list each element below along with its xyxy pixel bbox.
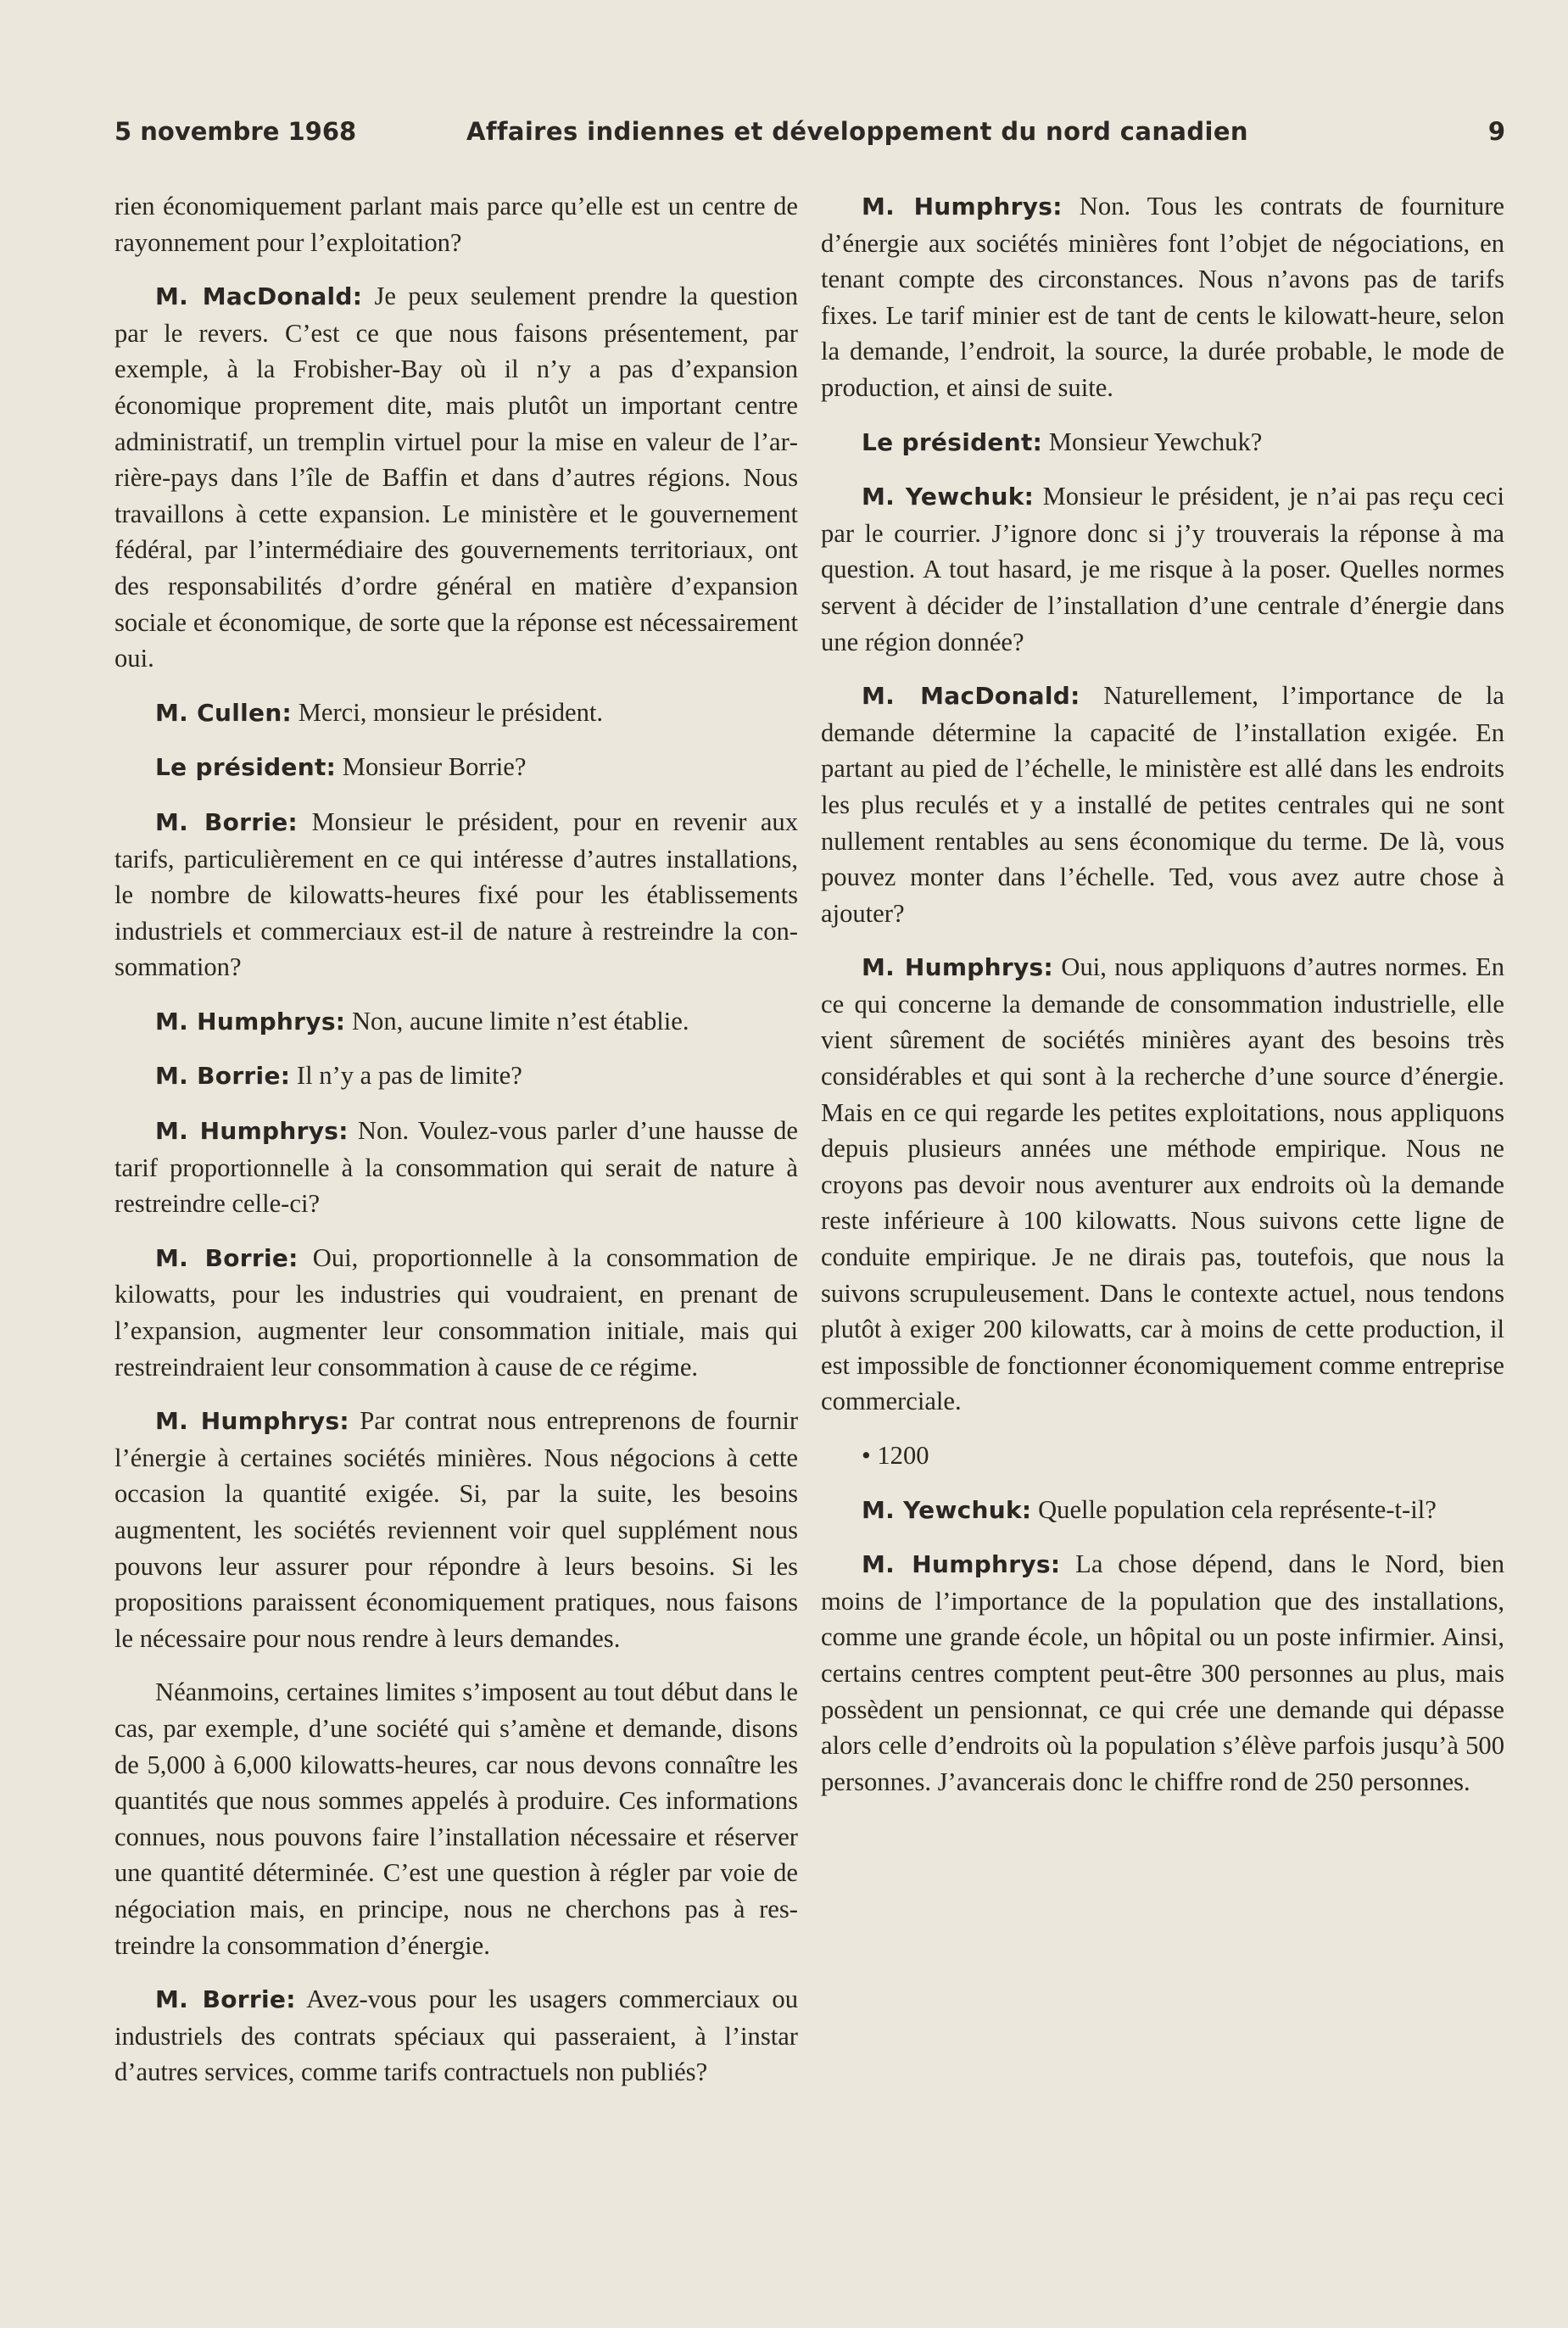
paragraph-text: Non, aucune limite n’est établie. (351, 1006, 689, 1036)
paragraph (821, 1438, 1504, 1474)
paragraph (114, 695, 798, 732)
header-title: Affaires indiennes et développement du nord canadien (466, 117, 1248, 146)
paragraph (114, 1981, 798, 2091)
speaker-name: M. Borrie: (155, 807, 299, 836)
paragraph (114, 188, 798, 260)
speaker-name: M. MacDonald: (155, 282, 363, 311)
speaker-name: M. Humphrys: (862, 193, 1063, 221)
paragraph (821, 678, 1504, 931)
paragraph (114, 1403, 798, 1656)
left-column (114, 188, 798, 2108)
paragraph (114, 1240, 798, 1385)
paragraph (114, 749, 798, 786)
paragraph-text: Je peux seulement prendre la question par le revers. C’est ce que nous faisons présentement, par exemple, à la Frobisher-Bay où il n’y a pas d’expansion économique proprement dite, mais plutôt un important centre administratif, un tremplin virtuel pour la mise en valeur de l’arrière-pays dans l’île de Baffin et dans d’autres régions. Nous travaillons à cette expansion. Le ministère et le gouvernement fédéral, par l’intermédiaire des gouvernements territoriaux, ont des responsabilités d’ordre général en matière d’expansion sociale et économique, de sorte que la réponse est nécessairement oui. (114, 282, 798, 673)
speaker-name: M. Humphrys: (862, 1550, 1061, 1579)
paragraph-text: Naturellement, l’importance de la demande détermine la capacité de l’installation exigée. En partant au pied de l’échelle, le ministère est allé dans les endroits les plus reculés et y a installé de petites centrales qui ne sont nullement rentables au sens économique du terme. De là, vous pouvez monter dans l’échelle. Ted, vous avez autre chose à ajouter? (821, 681, 1504, 928)
paragraph-text: rien économiquement parlant mais parce qu’elle est un centre de rayonnement pour l’exploitation? (114, 192, 798, 257)
paragraph (114, 1058, 798, 1095)
paragraph-text: Monsieur Yewchuk? (1048, 427, 1263, 456)
paragraph-text: Il n’y a pas de limite? (296, 1061, 522, 1091)
paragraph (114, 278, 798, 677)
speaker-name: M. Humphrys: (155, 1117, 349, 1146)
paragraph-text: Oui, proportionnelle à la consommation de kilowatts, pour les industries qui voudraient, en prenant de l’expansion, augmenter leur consommation initiale, mais qui restreindraient leur consommation à cause de ce régime. (114, 1242, 798, 1382)
header-date: 5 novembre 1968 (114, 117, 357, 146)
paragraph (821, 188, 1504, 406)
paragraph (114, 1674, 798, 1963)
speaker-name: M. Cullen: (155, 698, 293, 727)
time-marker: • 1200 (862, 1441, 929, 1470)
paragraph (114, 1003, 798, 1041)
paragraph-text: Merci, monsieur le président. (298, 697, 604, 727)
paragraph-text: Avez-vous pour les usagers commerciaux ou industriels des contrats spéciaux qui passeraient, à l’instar d’autres services, comme tarifs contractuels non publiés? (114, 1985, 798, 2087)
speaker-name: M. Borrie: (155, 1062, 291, 1091)
paragraph-text: Par contrat nous entreprenons de fournir l’énergie à certaines sociétés minières. Nous négocions à cette occasion la quantité exigée. Si, par la suite, les besoins augmentent, les sociétés reviennent voir quel supplément nous pouvons leur assurer pour répondre à leurs besoins. Si les propositions paraissent économiquement pratiques, nous faisons le nécessaire pour nous rendre à leurs demandes. (114, 1406, 799, 1653)
running-header (114, 117, 1505, 159)
paragraph (821, 424, 1504, 461)
paragraph-text: Monsieur le président, pour en revenir aux tarifs, particulièrement en ce qui intéresse d’autres installations, le nombre de kilowatts-heures fixé pour les établissements industriels et commerciaux est-il de nature à restreindre la consommation? (114, 807, 799, 982)
paragraph (114, 1113, 798, 1222)
paragraph (114, 804, 798, 985)
paragraph-text: La chose dépend, dans le Nord, bien moins de l’importance de la population que des installations, comme une grande école, un hôpital ou un poste infirmier. Ainsi, certains centres comptent peut-être 300 personnes au plus, mais possèdent un pensionnat, ce qui crée une demande qui dépasse alors celle d’endroits où la population s’élève parfois jusqu’à 500 personnes. J’avancerais donc le chiffre rond de 250 personnes. (821, 1549, 1504, 1796)
paragraph-text: Non. Voulez-vous parler d’une hausse de tarif proportionnelle à la consommation qui serait de nature à restreindre celle-ci? (114, 1116, 798, 1219)
speaker-name: M. Yewchuk: (862, 483, 1035, 511)
speaker-name: M. Humphrys: (155, 1007, 346, 1036)
speaker-name: M. Borrie: (155, 1243, 299, 1272)
page-number: 9 (1487, 117, 1505, 146)
paragraph (821, 949, 1504, 1420)
speaker-name: M. Humphrys: (862, 953, 1054, 982)
speaker-name: M. Humphrys: (155, 1407, 349, 1436)
speaker-name: M. Borrie: (155, 1985, 296, 2014)
paragraph-text: Non. Tous les contrats de fourniture d’énergie aux sociétés minières font l’objet de négociations, en tenant compte des circonstances. Nous n’avons pas de tarifs fixes. Le tarif minier est de tant de cents le kilowatt-heure, selon la demande, l’endroit, la source, la durée probable, le mode de production, et ainsi de suite. (821, 192, 1504, 402)
speaker-name: Le président: (862, 427, 1043, 456)
paragraph-text: Monsieur Borrie? (342, 752, 527, 782)
speaker-name: Le président: (155, 753, 337, 782)
paragraph-text: Monsieur le président, je n’ai pas reçu ceci par le courrier. J’ignore donc si j’y trouverais la réponse à ma question. A tout hasard, je me risque à la poser. Quelles normes servent à décider de l’installation d’une centrale d’énergie dans une région donnée? (821, 482, 1504, 656)
speaker-name: M. Yewchuk: (862, 1495, 1032, 1524)
paragraph-text: Néanmoins, certaines limites s’imposent au tout début dans le cas, par exemple, d’une société qui s’amène et demande, disons de 5,000 à 6,000 kilowatts-heures, car nous devons connaître les quantités que nous sommes appelés à produire. Ces informations connues, nous pouvons faire l’installation nécessaire et réserver une quantité déterminée. C’est une question à régler par voie de négociation mais, en principe, nous ne cherchons pas à restreindre la consommation d’énergie. (114, 1678, 798, 1960)
paragraph-text: Quelle population cela représente-t-il? (1038, 1494, 1437, 1524)
speaker-name: M. MacDonald: (862, 682, 1080, 711)
right-column (821, 188, 1504, 1817)
paragraph (821, 1492, 1504, 1529)
paragraph-text: Oui, nous appliquons d’autres normes. En ce qui concerne la demande de consommation industrielle, elle vient sûrement de sociétés minières ayant des besoins très considérables et qui sont à la recherche d’une source d’énergie. Mais en ce qui regarde les petites exploitations, nous appliquons depuis plusieurs années une méthode empirique. Nous ne croyons pas devoir nous aventurer aux endroits où la demande reste inférieure à 100 kilowatts. Nous suivons cette ligne de conduite empirique. Je ne dirais pas, toutefois, que nous la suivons scrupuleusement. Dans le contexte actuel, nous tendons plutôt à exiger 200 kilowatts, car à moins de cette production, il est impossible de fonctionner économiquement comme entreprise commerciale. (821, 952, 1504, 1416)
paragraph (821, 1546, 1504, 1800)
paragraph (821, 478, 1504, 660)
